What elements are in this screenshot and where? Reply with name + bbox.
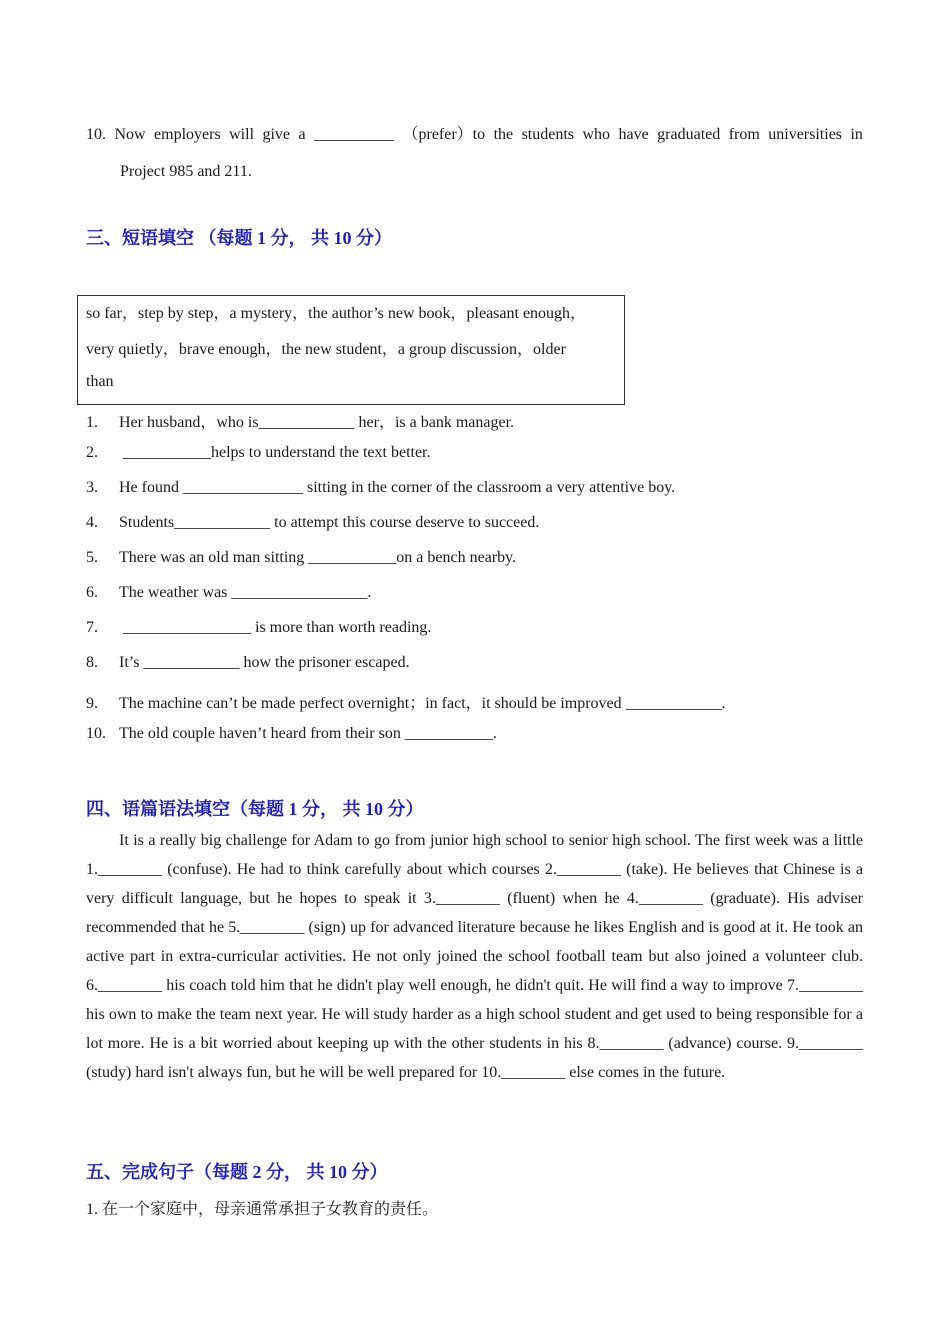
word: will — [229, 126, 255, 143]
question-10-line2: Project 985 and 211. — [120, 163, 252, 180]
section-5-heading: 五、完成句子（每题 2 分， 共 10 分） — [86, 1162, 388, 1182]
item-text: He found _______________ sitting in the corner of the classroom a very attentive boy. — [119, 479, 676, 496]
word: the — [493, 126, 514, 143]
item-text: Students____________ to attempt this course deserve to succeed. — [119, 514, 540, 531]
item-number: 3. — [86, 479, 98, 496]
phrase-box-line-3: than — [86, 373, 114, 390]
list-item — [86, 584, 371, 602]
list-item — [86, 690, 726, 713]
item-text: ___________helps to understand the text better. — [119, 444, 431, 461]
section-5-item-1: 1. 在一个家庭中，母亲通常承担子女教育的责任。 — [86, 1201, 439, 1218]
list-item — [86, 725, 497, 743]
word: a — [298, 126, 306, 143]
phrase-box-line-2: very quietly，brave enough，the new student，a group discussion，older — [86, 341, 566, 358]
word: （prefer）to — [402, 126, 486, 143]
item-text: The old couple haven’t heard from their son ___________. — [119, 725, 497, 742]
item-text: There was an old man sitting ___________on a bench nearby. — [119, 549, 517, 566]
section-3-heading: 三、短语填空 （每题 1 分， 共 10 分） — [86, 228, 392, 248]
item-number: 4. — [86, 514, 98, 531]
cloze-passage: It is a really big challenge for Adam to go from junior high school to senior high school. The first week was a little 1.________ (confuse). He had to think carefully about which courses 2.________ (take). He believes that Chinese is a very difficult language, but he hopes to speak it 3.________ (fluent) when he 4.________ (graduate). His adviser recommended that he 5.________ (sign) up for advanced literature because he likes English and is good at it. He took an active part in extra-curricular activities. He not only joined the school football team but also joined a volunteer club. 6.________ his coach told him that he didn't play well enough, he didn't quit. He will find a way to improve 7.________ his own to make the team next year. He will study harder as a high school student and get used to being responsible for a lot more. He is a bit worried about keeping up with the other students in his 8.________ (advance) course. 9.________ (study) hard isn't always fun, but he will be well prepared for 10.________ else comes in the future. — [86, 832, 863, 1081]
word: have — [618, 126, 649, 143]
item-text: It’s ____________ how the prisoner escaped. — [119, 654, 410, 671]
word: universities — [768, 126, 843, 143]
word: Now — [114, 126, 146, 143]
question-10-prev — [86, 116, 863, 190]
item-number: 2. — [86, 444, 98, 461]
item-number: 8. — [86, 654, 98, 671]
item-text: ________________ is more than worth reading. — [119, 619, 432, 636]
word: students — [521, 126, 575, 143]
item-number: 1. — [86, 414, 98, 431]
item-number: 9. — [86, 695, 98, 712]
question-number: 10. — [86, 126, 106, 143]
item-text: The machine can’t be made perfect overnight；in fact，it should be improved ____________. — [119, 695, 726, 712]
word: graduated — [657, 126, 721, 143]
list-item — [86, 654, 410, 672]
list-item — [86, 409, 514, 432]
section-4-heading: 四、语篇语法填空（每题 1 分， 共 10 分） — [86, 799, 424, 819]
item-number: 5. — [86, 549, 98, 566]
list-item — [86, 479, 675, 497]
list-item — [86, 549, 516, 567]
question-10-line1 — [86, 116, 863, 153]
item-text: Her husband，who is____________ her，is a bank manager. — [119, 414, 515, 431]
item-number: 10. — [86, 725, 106, 742]
word: in — [850, 126, 863, 143]
answer-blank: __________ — [314, 126, 395, 143]
list-item — [86, 619, 431, 637]
word: from — [728, 126, 760, 143]
list-item — [86, 514, 539, 532]
item-number: 7. — [86, 619, 98, 636]
list-item — [86, 444, 431, 462]
word: give — [262, 126, 291, 143]
phrase-box-line-1: so far，step by step，a mystery，the author’s new book，pleasant enough， — [86, 305, 587, 322]
item-number: 6. — [86, 584, 98, 601]
word: who — [582, 126, 611, 143]
word: employers — [154, 126, 221, 143]
item-text: The weather was _________________. — [119, 584, 372, 601]
